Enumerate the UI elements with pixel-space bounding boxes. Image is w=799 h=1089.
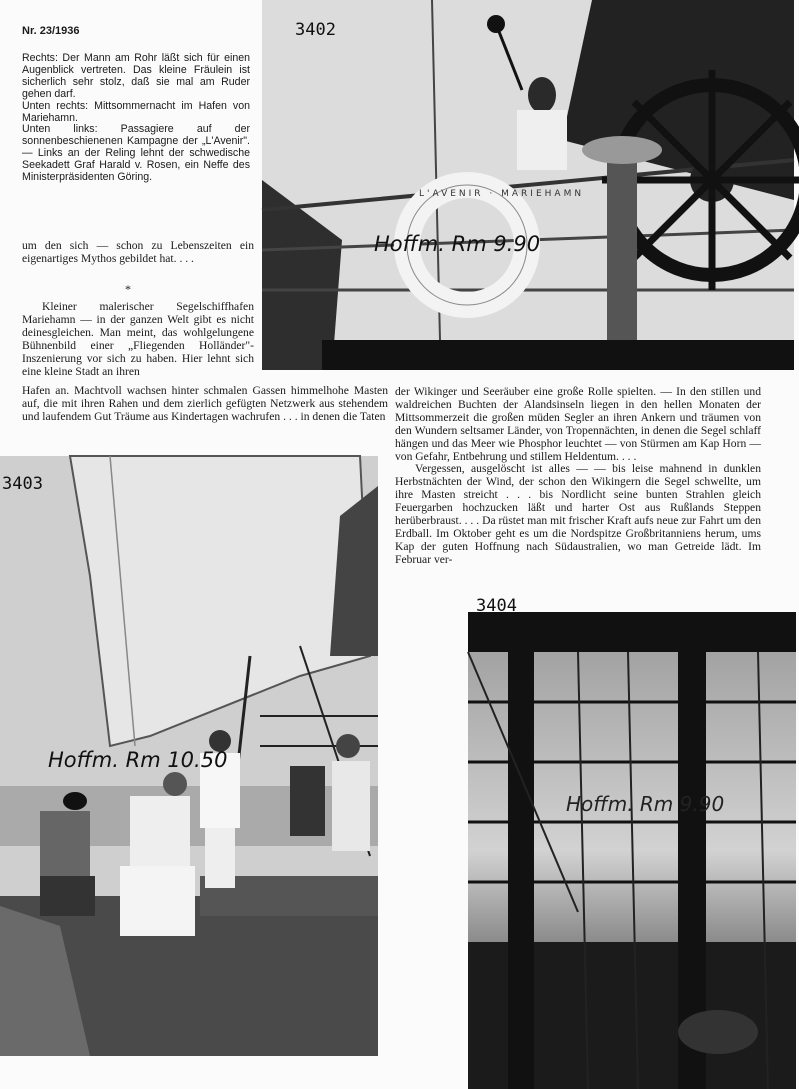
price-annotation-right: Hoffm. Rm 9.90 <box>566 792 725 816</box>
photo-number-3403: 3403 <box>2 474 43 494</box>
photo-helm <box>262 0 794 370</box>
right-column-text <box>395 386 761 567</box>
photo-passengers <box>0 456 378 1056</box>
section-divider-star: * <box>125 282 131 296</box>
price-annotation-top: Hoffm. Rm 9.90 <box>374 232 541 256</box>
photo-midsummer-night <box>468 596 796 1089</box>
photo-number-3404: 3404 <box>476 596 517 616</box>
photo-number-3402: 3402 <box>295 20 336 40</box>
caption-bottom-right: Unten rechts: Mittsommernacht im Hafen von Mariehamn. <box>22 99 250 124</box>
photo-helm-image <box>262 0 794 370</box>
issue-number: Nr. 23/1936 <box>22 25 80 37</box>
caption-bottom-left: Unten links: Passagiere auf der sonnenbeschienenen Kampagne der „L'Avenir". — Links an der Reling lehnt der schwedische Seekadett Graf Harald v. Rosen, ein Neffe des Ministerpräsidenten Göring. <box>22 123 250 184</box>
paragraph-vergessen: Vergessen, ausgelöscht ist alles — — bis leise mahnend in dunklen Herbstnächten der Wind, der schon den Wikingern die Segel schwellte, um ihre Masten streicht . . . bis Nordlicht seine bunten Strahlen gleich Feuergarben hochzucken läßt und harter Ost aus Rußlands Steppen herüberbraust. . . . Da rüstet man mit frischer Kraft aufs neue zur Fahrt um den Erdball. Im Oktober geht es um die Nordspitze Großbritanniens herum, ums Kap der guten Hoffnung nach Südaustralien, wo man Getreide lädt. Im Februar ver- <box>395 462 761 566</box>
intro-paragraph: um den sich — schon zu Lebenszeiten ein eigenartiges Mythos gebildet hat. . . . <box>22 239 254 265</box>
price-annotation-left: Hoffm. Rm 10.50 <box>48 748 228 772</box>
paragraph-harbor: Hafen an. Machtvoll wachsen hinter schmalen Gassen himmelhohe Masten auf, die mit ihren Rahen und dem zierlich gefügten Netzwerk aus stehendem und laufendem Gut Träume aus Kindertagen wachrufen . . . in denen die Taten <box>22 384 388 423</box>
lifebuoy-text: L'AVENIR · MARIEHAMN <box>419 189 585 199</box>
paragraph-mariehamn: Kleiner malerischer Segelschiffhafen Mariehamn — in der ganzen Welt gibt es nicht deinesgleichen. Man meint, das wohlgelungene Bühnenbild einer „Fliegenden Holländer"-Inszenierung vor sich zu haben. Hier lehnt sich eine kleine Stadt an ihren <box>22 300 254 378</box>
photo-midsummer-image <box>468 612 796 1089</box>
photo-captions <box>22 53 250 184</box>
paragraph-wikinger: der Wikinger und Seeräuber eine große Rolle spielten. — In den stillen und waldreichen Buchten der Alandsinseln liegen in den hellen Monaten der Mittsommerzeit die großen müden Segler an ihren Ankern und träumen von den Wundern seltsamer Länder, von Tropennächten, in denen die Segel schlaff hängen und das Meer wie Phosphor leuchtet — von Stürmen am Kap Horn — von Gefahr, Entbehrung und stillem Heldentum. . . . <box>395 385 761 463</box>
caption-right: Rechts: Der Mann am Rohr läßt sich für einen Augenblick vertreten. Das kleine Fräulein ist sicherlich sehr stolz, daß sie mal am Ruder gehen darf. <box>22 52 250 100</box>
